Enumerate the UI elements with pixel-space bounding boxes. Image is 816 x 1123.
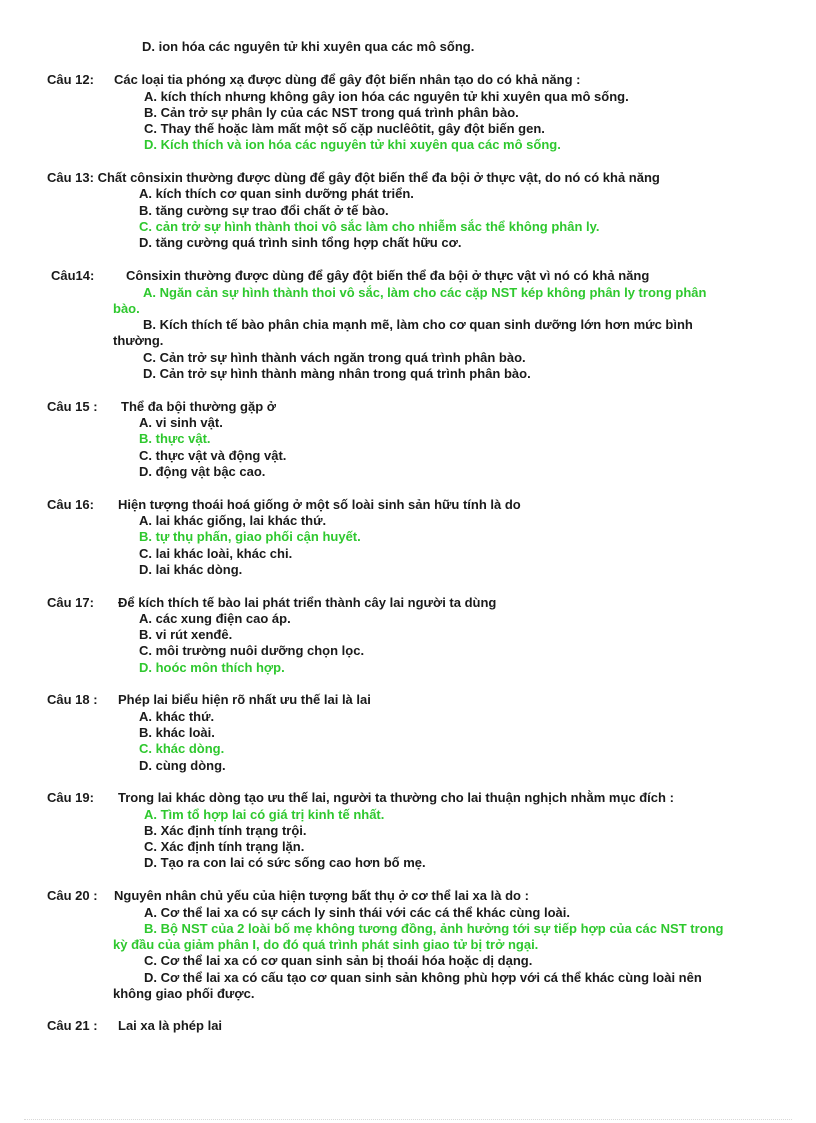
- question-label: Câu14:: [51, 268, 95, 283]
- question-text: Để kích thích tế bào lai phát triển thành cây lai người ta dùng: [118, 595, 497, 610]
- option-b: B. Kích thích tế bào phân chia mạnh mẽ, làm cho cơ quan sinh dưỡng lớn hơn mức bình: [143, 317, 693, 332]
- option-a-correct-cont: bào.: [113, 301, 140, 316]
- option-b: B. Cản trở sự phân ly của các NST trong quá trình phân bào.: [144, 105, 519, 120]
- option-c: C. thực vật và động vật.: [139, 448, 287, 463]
- option-c: C. Cơ thể lai xa có cơ quan sinh sản bị thoái hóa hoặc dị dạng.: [144, 953, 533, 968]
- option-c: C. môi trường nuôi dưỡng chọn lọc.: [139, 643, 365, 658]
- option-a: A. khác thứ.: [139, 709, 215, 724]
- question-text: Thể đa bội thường gặp ở: [121, 399, 276, 414]
- option-b-cont: thường.: [113, 333, 164, 348]
- option-a-correct: A. Ngăn cản sự hình thành thoi vô sắc, làm cho các cặp NST kép không phân ly trong phân: [143, 285, 707, 300]
- option-c: C. Cản trở sự hình thành vách ngăn trong quá trình phân bào.: [143, 350, 526, 365]
- question-label: Câu 17:: [47, 595, 94, 610]
- question-text: Lai xa là phép lai: [118, 1018, 223, 1033]
- question-label: Câu 21 :: [47, 1018, 98, 1033]
- option-a: A. kích thích nhưng không gây ion hóa các nguyên tử khi xuyên qua mô sống.: [144, 89, 629, 104]
- question-text: Trong lai khác dòng tạo ưu thế lai, người ta thường cho lai thuận nghịch nhằm mục đích :: [118, 790, 674, 805]
- question-text: Câu 13: Chất cônsixin thường được dùng để gây đột biến thể đa bội ở thực vật, do nó có khả năng: [47, 170, 660, 185]
- option-d: D. Tạo ra con lai có sức sống cao hơn bố mẹ.: [144, 855, 426, 870]
- option-a: A. vi sinh vật.: [139, 415, 223, 430]
- option-d: D. Cơ thể lai xa có cấu tạo cơ quan sinh sản không phù hợp với cá thể khác cùng loài nên: [144, 970, 702, 985]
- option-b-correct: B. Bộ NST của 2 loài bố mẹ không tương đồng, ảnh hưởng tới sự tiếp hợp của các NST trong: [144, 921, 724, 936]
- option-a: A. lai khác giống, lai khác thứ.: [139, 513, 327, 528]
- question-label: Câu 12:: [47, 72, 94, 87]
- option-b: B. tăng cường sự trao đổi chất ở tế bào.: [139, 203, 389, 218]
- option-b: B. Xác định tính trạng trội.: [144, 823, 307, 838]
- question-label: Câu 20 :: [47, 888, 98, 903]
- option-d-cont: không giao phối được.: [113, 986, 255, 1001]
- option-b: B. khác loài.: [139, 725, 215, 740]
- option-d: D. ion hóa các nguyên tử khi xuyên qua các mô sống.: [142, 39, 475, 54]
- option-c: C. lai khác loài, khác chi.: [139, 546, 293, 561]
- option-a: A. kích thích cơ quan sinh dưỡng phát triển.: [139, 186, 414, 201]
- question-text: Cônsixin thường được dùng để gây đột biến thể đa bội ở thực vật vì nó có khả năng: [126, 268, 650, 283]
- option-d: D. lai khác dòng.: [139, 562, 243, 577]
- page-bottom-divider: [24, 1119, 792, 1120]
- option-b-correct-cont: kỳ đầu của giảm phân I, do đó quá trình phát sinh giao tử bị trở ngại.: [113, 937, 539, 952]
- option-b-correct: B. thực vật.: [139, 431, 211, 446]
- option-c: C. Thay thế hoặc làm mất một số cặp nuclêôtit, gây đột biến gen.: [144, 121, 545, 136]
- option-c-correct: C. cản trở sự hình thành thoi vô sắc làm cho nhiễm sắc thể không phân ly.: [139, 219, 600, 234]
- question-text: Hiện tượng thoái hoá giống ở một số loài sinh sản hữu tính là do: [118, 497, 521, 512]
- option-d: D. tăng cường quá trình sinh tổng hợp chất hữu cơ.: [139, 235, 462, 250]
- option-d: D. Cản trở sự hình thành màng nhân trong quá trình phân bào.: [143, 366, 531, 381]
- question-text: Các loại tia phóng xạ được dùng để gây đột biến nhân tạo do có khả năng :: [114, 72, 581, 87]
- question-text: Phép lai biểu hiện rõ nhất ưu thế lai là lai: [118, 692, 371, 707]
- option-a-correct: A. Tìm tổ hợp lai có giá trị kinh tế nhất.: [144, 807, 385, 822]
- option-c-correct: C. khác dòng.: [139, 741, 225, 756]
- question-label: Câu 18 :: [47, 692, 98, 707]
- question-label: Câu 15 :: [47, 399, 98, 414]
- question-text: Nguyên nhân chủ yếu của hiện tượng bất thụ ở cơ thể lai xa là do :: [114, 888, 529, 903]
- option-b-correct: B. tự thụ phấn, giao phối cận huyết.: [139, 529, 361, 544]
- option-d: D. cùng dòng.: [139, 758, 226, 773]
- option-a: A. các xung điện cao áp.: [139, 611, 291, 626]
- option-a: A. Cơ thể lai xa có sự cách ly sinh thái với các cá thể khác cùng loài.: [144, 905, 570, 920]
- option-d-correct: D. Kích thích và ion hóa các nguyên tử khi xuyên qua các mô sống.: [144, 137, 561, 152]
- question-label: Câu 19:: [47, 790, 94, 805]
- option-d: D. động vật bậc cao.: [139, 464, 266, 479]
- option-d-correct: D. hoóc môn thích hợp.: [139, 660, 285, 675]
- question-label: Câu 16:: [47, 497, 94, 512]
- option-b: B. vi rút xenđê.: [139, 627, 233, 642]
- option-c: C. Xác định tính trạng lặn.: [144, 839, 305, 854]
